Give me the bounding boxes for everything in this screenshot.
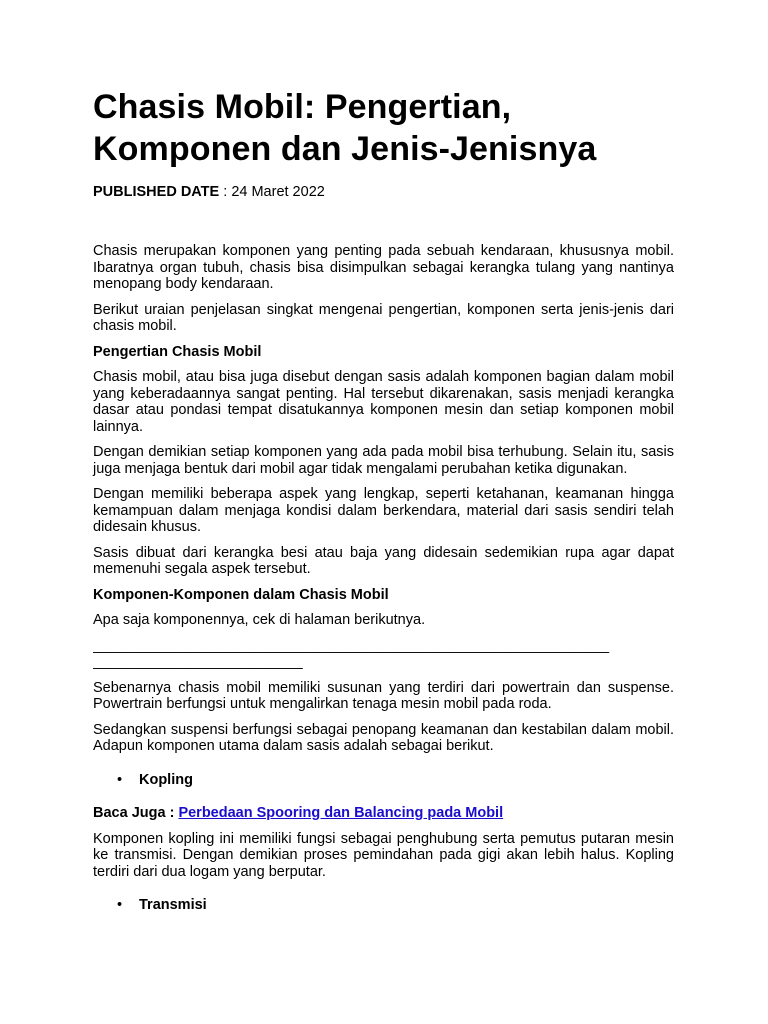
list-item-label: Transmisi xyxy=(139,897,207,913)
article xyxy=(93,86,674,931)
published-date-separator: : xyxy=(219,184,232,200)
published-date-value: 24 Maret 2022 xyxy=(231,184,325,200)
intro-paragraph: Chasis merupakan komponen yang penting pada sebuah kendaraan, khususnya mobil. Ibaratnya organ tubuh, chasis bisa disimpulkan sebagai kerangka tulang yang nantinya menopang body kendaraan. xyxy=(93,243,674,292)
body-paragraph: Dengan demikian setiap komponen yang ada pada mobil bisa terhubung. Selain itu, sasis juga menjaga bentuk dari mobil agar tidak mengalami perubahan ketika digunakan. xyxy=(93,444,674,477)
divider-line-1: ________________________________________________________________ xyxy=(93,637,610,654)
spacer xyxy=(93,201,674,243)
read-also xyxy=(93,805,674,822)
body-paragraph: Chasis mobil, atau bisa juga disebut dengan sasis adalah komponen bagian dalam mobil yang keberadaannya sangat penting. Hal tersebut dikarenakan, sasis menjadi kerangka dasar atau pondasi tempat disatukannya komponen mesin dan setiap komponen mobil lainnya. xyxy=(93,369,674,435)
section-heading-pengertian: Pengertian Chasis Mobil xyxy=(93,343,262,360)
body-paragraph: Sasis dibuat dari kerangka besi atau baja yang didesain sedemikian rupa agar dapat memenuhi segala aspek tersebut. xyxy=(93,544,674,577)
divider-line-2: __________________________ xyxy=(93,654,303,670)
underscore-divider xyxy=(93,638,674,671)
read-also-label: Baca Juga : xyxy=(93,805,175,821)
body-paragraph: Dengan memiliki beberapa aspek yang lengkap, seperti ketahanan, keamanan hingga kemampuan dalam menjaga kondisi dalam berkendara, material dari sasis sendiri telah didesain khusus. xyxy=(93,486,674,535)
body-paragraph: Sedangkan suspensi berfungsi sebagai penopang keamanan dan kestabilan dalam mobil. Adapun komponen utama dalam sasis adalah sebagai berikut. xyxy=(93,721,674,754)
body-paragraph: Sebenarnya chasis mobil memiliki susunan yang terdiri dari powertrain dan suspense. Powertrain berfungsi untuk mengalirkan tenaga mesin mobil pada roda. xyxy=(93,679,674,712)
summary-paragraph: Berikut uraian penjelasan singkat mengenai pengertian, komponen serta jenis-jenis dari chasis mobil. xyxy=(93,301,674,334)
body-paragraph: Apa saja komponennya, cek di halaman berikutnya. xyxy=(93,612,426,628)
list-item-label: Kopling xyxy=(139,771,193,788)
list-item-transmisi xyxy=(93,897,674,914)
read-also-link[interactable]: Perbedaan Spooring dan Balancing pada Mobil xyxy=(178,805,504,821)
body-paragraph: Komponen kopling ini memiliki fungsi sebagai penghubung serta pemutus putaran mesin ke transmisi. Dengan demikian proses pemindahan pada gigi akan lebih halus. Kopling terdiri dari dua logam yang berputar. xyxy=(93,830,674,880)
bullet-icon: • xyxy=(117,771,123,788)
published-date-line xyxy=(93,183,674,201)
article-title: Chasis Mobil: Pengertian, Komponen dan Jenis-Jenisnya xyxy=(93,88,597,168)
section-heading-komponen: Komponen-Komponen dalam Chasis Mobil xyxy=(93,586,389,603)
published-date-label: PUBLISHED DATE xyxy=(93,184,220,200)
bullet-icon: • xyxy=(117,897,123,913)
list-item-kopling xyxy=(93,772,674,789)
